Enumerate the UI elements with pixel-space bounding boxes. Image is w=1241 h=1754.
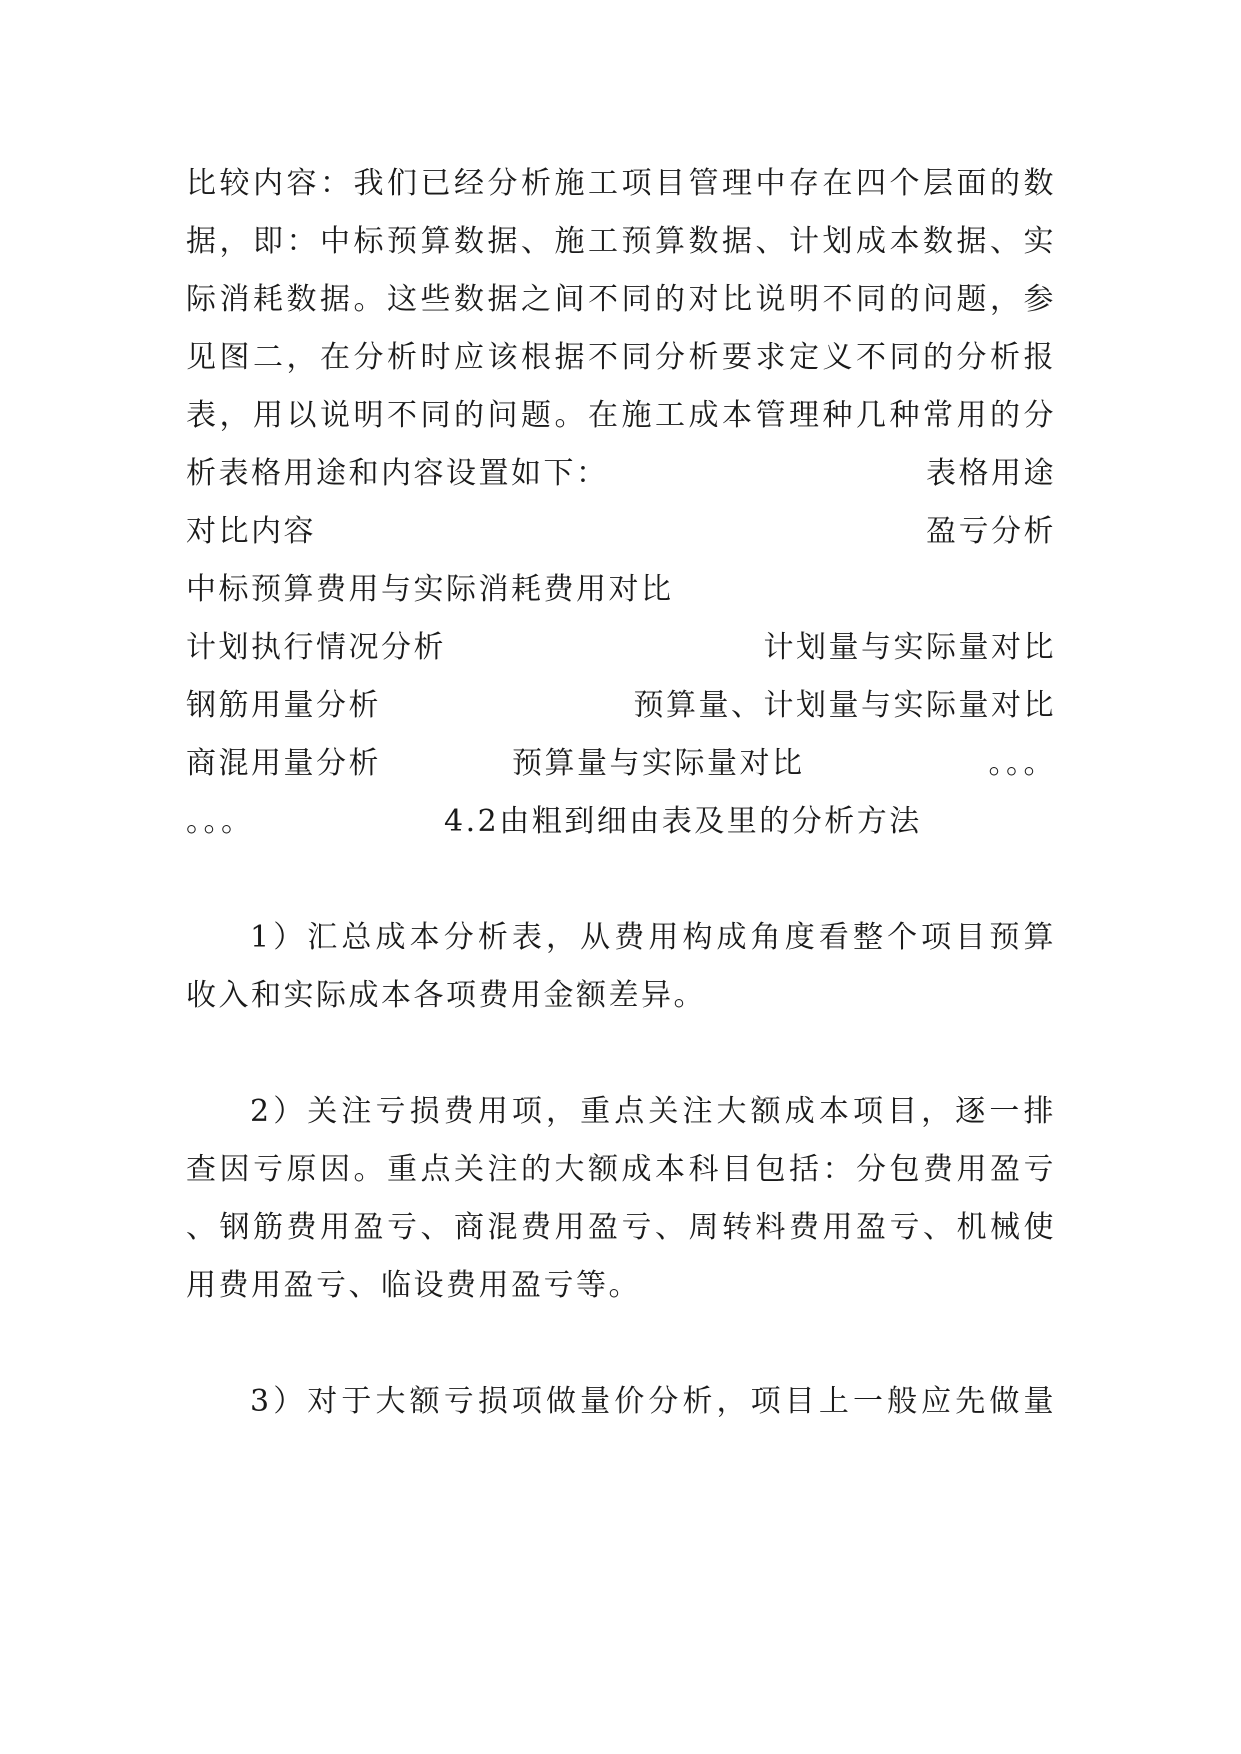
table-row-5-ellipsis: 。。。: [186, 804, 254, 839]
table-row-2-name: 计划执行情况分析: [186, 630, 446, 665]
step-2-line-4: 用费用盈亏、临设费用盈亏等。: [186, 1268, 641, 1303]
table-row-4: [186, 744, 1056, 784]
table-row-4-content: 预算量与实际量对比: [512, 746, 805, 781]
step-1-line-1: 1）汇总成本分析表，从费用构成角度看整个项目预算: [250, 920, 1056, 955]
intro-line-2: 据，即：中标预算数据、施工预算数据、计划成本数据、实: [186, 224, 1056, 259]
table-row-4-ellipsis: 。。。: [988, 746, 1056, 781]
step-2-line-3: 、钢筋费用盈亏、商混费用盈亏、周转料费用盈亏、机械使: [186, 1210, 1056, 1245]
table-row-1: 中标预算费用与实际消耗费用对比: [186, 572, 674, 607]
section-heading-4-2: 4.2由粗到细由表及里的分析方法: [444, 804, 922, 839]
step-3-line-1: 3）对于大额亏损项做量价分析，项目上一般应先做量: [250, 1384, 1056, 1419]
table-row-2: [186, 628, 1056, 668]
intro-line-3: 际消耗数据。这些数据之间不同的对比说明不同的问题，参: [186, 282, 1056, 317]
intro-line-5: 表，用以说明不同的问题。在施工成本管理种几种常用的分: [186, 398, 1056, 433]
table-header-profit: 盈亏分析: [926, 514, 1056, 549]
intro-line-1: 比较内容：我们已经分析施工项目管理中存在四个层面的数: [186, 166, 1056, 201]
table-header-row: [186, 512, 1056, 552]
table-row-3: [186, 686, 1056, 726]
intro-line-6: [186, 454, 1056, 494]
step-2-line-2: 查因亏原因。重点关注的大额成本科目包括：分包费用盈亏: [186, 1152, 1056, 1187]
table-row-4-name: 商混用量分析: [186, 746, 381, 781]
table-row-2-content: 计划量与实际量对比: [763, 630, 1056, 665]
table-header-compare: 对比内容: [186, 514, 316, 549]
step-1-line-2: 收入和实际成本各项费用金额差异。: [186, 978, 706, 1013]
table-title: 表格用途: [926, 456, 1056, 491]
intro-last-left: 析表格用途和内容设置如下：: [186, 456, 609, 491]
intro-line-4: 见图二，在分析时应该根据不同分析要求定义不同的分析报: [186, 340, 1056, 375]
table-row-3-content: 预算量、计划量与实际量对比: [633, 688, 1056, 723]
step-2-line-1: 2）关注亏损费用项，重点关注大额成本项目，逐一排: [250, 1094, 1056, 1129]
table-row-3-name: 钢筋用量分析: [186, 688, 381, 723]
table-row-5: [186, 802, 1056, 842]
